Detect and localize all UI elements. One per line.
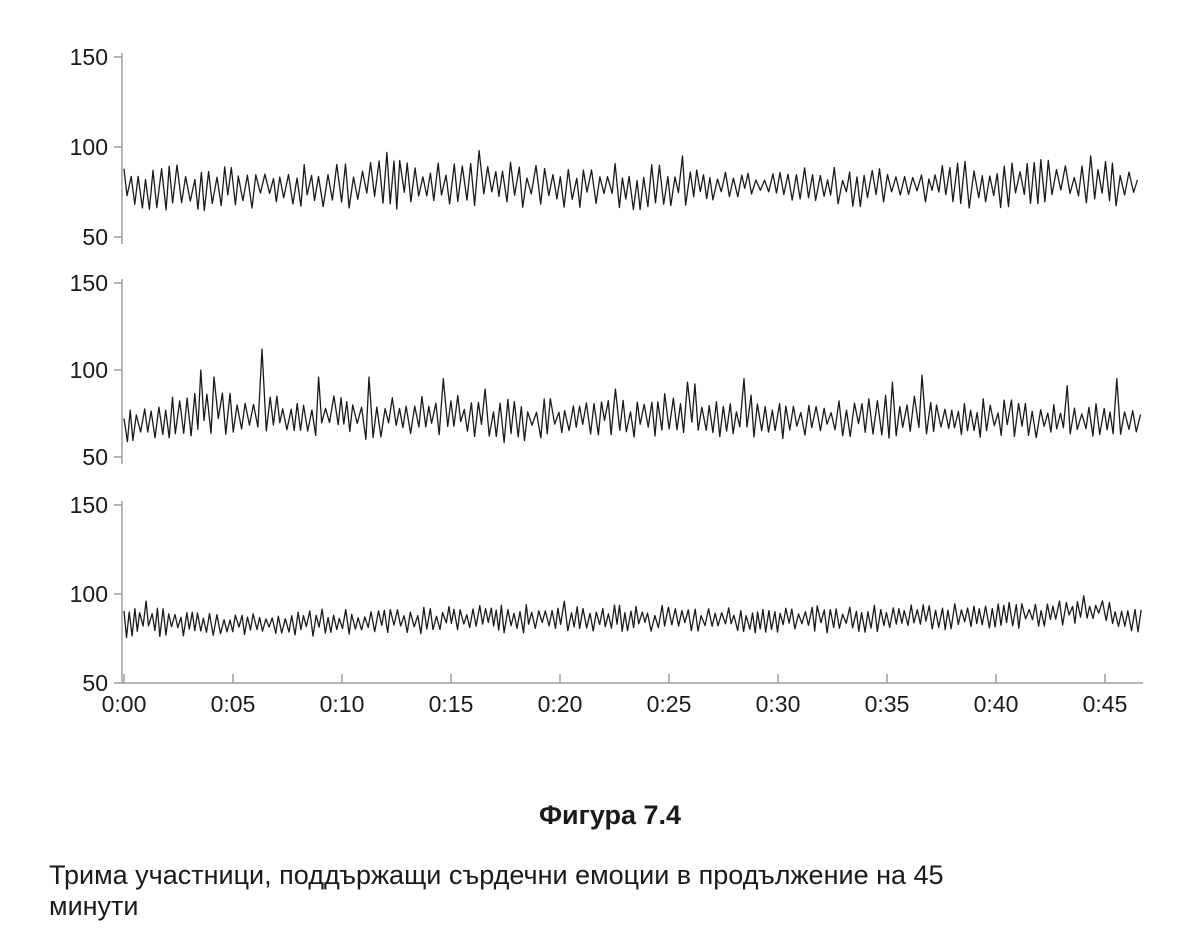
- x-axis-tick-label: 0:45: [1082, 691, 1128, 717]
- heart-rate-trace-participant_3: [124, 596, 1141, 638]
- y-axis-tick-label: 150: [69, 492, 108, 518]
- figure-description-line-2: минути: [49, 891, 139, 921]
- x-axis-tick-label: 0:20: [537, 691, 583, 717]
- heart-rate-trace-participant_1: [124, 151, 1138, 211]
- x-axis-tick-label: 0:35: [864, 691, 910, 717]
- y-axis-tick-label: 100: [69, 581, 108, 607]
- y-axis-tick-label: 50: [82, 224, 108, 250]
- x-axis-tick-label: 0:05: [210, 691, 256, 717]
- x-axis-tick-label: 0:40: [973, 691, 1019, 717]
- y-axis-tick-label: 100: [69, 357, 108, 383]
- y-axis-tick-label: 150: [69, 270, 108, 296]
- figure-description-line-1: Трима участници, поддържащи сърдечни емоции в продължение на 45: [49, 860, 944, 890]
- y-axis-tick-label: 150: [69, 44, 108, 70]
- figure-caption: Фигура 7.4: [538, 800, 682, 830]
- x-axis-tick-label: 0:15: [428, 691, 474, 717]
- heart-rate-trace-participant_2: [124, 349, 1141, 443]
- y-axis-tick-label: 100: [69, 134, 108, 160]
- figure-description: [49, 860, 944, 922]
- x-axis-tick-label: 0:30: [755, 691, 801, 717]
- x-axis-tick-label: 0:25: [646, 691, 692, 717]
- x-axis-tick-label: 0:10: [319, 691, 365, 717]
- x-axis-tick-label: 0:00: [101, 691, 147, 717]
- y-axis-tick-label: 50: [82, 444, 108, 470]
- y-axis-tick-label: 50: [82, 670, 108, 696]
